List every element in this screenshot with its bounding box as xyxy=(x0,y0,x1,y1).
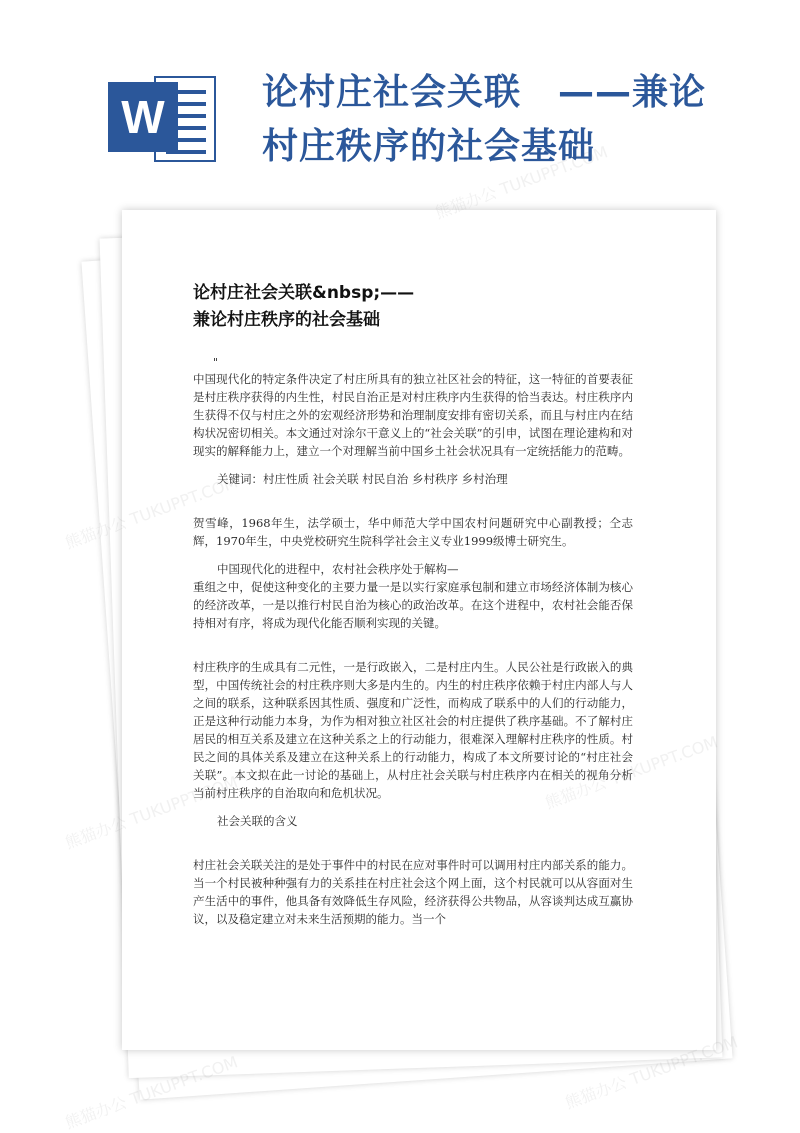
body-paragraph-3: 村庄社会关联关注的是处于事件中的村民在应对事件时可以调用村庄内部关系的能力。当一个村民被种种强有力的关系挂在村庄社会这个网上面，这个村民就可以从容面对生产生活中的事件，他具备有效降低生存风险，经济获得公共物品，从容谈判达成互赢协议，以及稳定建立对未来生活预期的能力。当一个 xyxy=(193,858,633,926)
document-title: 论村庄社会关联 ——兼论村庄秩序的社会基础 xyxy=(262,72,707,167)
word-document-icon xyxy=(108,72,216,164)
page-heading-line1: 论村庄社会关联&nbsp;—— xyxy=(193,283,415,303)
body-paragraph-2: 村庄秩序的生成具有二元性，一是行政嵌入，二是村庄内生。人民公社是行政嵌入的典型，中国传统社会的村庄秩序则大多是内生的。内生的村庄秩序依赖于村庄内部人与人之间的联系，这种联系因其性质、强度和广泛性，而构成了联系中的人们的行动能力，正是这种行动能力本身，为作为相对独立社区社会的村庄提供了秩序基础。不了解村庄居民的相互关系及建立在这种关系之上的行动能力，很难深入理解村庄秩序的性质。村民之间的具体关系及建立在这种关系上的行动能力，构成了本文所要讨论的“村庄社会关联”。本文拟在此一讨论的基础上，从村庄社会关联与村庄秩序内在相关的视角分析当前村庄秩序的自治取向和危机状况。 xyxy=(193,660,633,800)
author-info: 贺雪峰，1968年生，法学硕士，华中师范大学中国农村问题研究中心副教授；仝志辉，1970年生，中央党校研究生院科学社会主义专业1999级博士研究生。 xyxy=(193,516,633,548)
abstract-paragraph: 中国现代化的特定条件决定了村庄所具有的独立社区社会的特征，这一特征的首要表征是村庄秩序获得的内生性，村民自治正是对村庄秩序内生获得的恰当表达。村庄秩序内生获得不仅与村庄之外的宏观经济形势和治理制度安排有密切关系，而且与村庄内在结构状况密切相关。本文通过对涂尔干意义上的“社会关联”的引申，试图在理论建构和对现实的解释能力上，建立一个对理解当前中国乡土社会状况具有一定统括能力的范畴。 xyxy=(193,372,633,458)
quote-mark: " xyxy=(213,356,219,369)
intro-paragraph: 重组之中，促使这种变化的主要力量一是以实行家庭承包制和建立市场经济体制为核心的经济改革，一是以推行村民自治为核心的政治改革。在这个进程中，农村社会能否保持相对有序，将成为现代化能否顺利实现的关键。 xyxy=(193,580,633,630)
watermark: 熊猫办公 xyxy=(62,512,130,553)
keywords-line: 关键词：村庄性质 社会关联 村民自治 乡村秩序 乡村治理 xyxy=(217,472,508,486)
watermark: 熊猫办公 TUKUPPT.COM xyxy=(562,1032,741,1113)
intro-first-line: 中国现代化的进程中，农村社会秩序处于解构— xyxy=(217,562,459,576)
watermark: 熊猫办公 TUKUPPT.COM xyxy=(432,142,611,223)
page-heading-line2: 兼论村庄秩序的社会基础 xyxy=(193,310,380,330)
page-content xyxy=(193,280,633,928)
watermark: 熊猫办公 xyxy=(62,812,130,853)
section-heading: 社会关联的含义 xyxy=(217,814,298,828)
word-letter-badge: W xyxy=(108,82,178,152)
page-heading xyxy=(193,280,633,334)
watermark: 熊猫办公 xyxy=(62,1092,130,1133)
